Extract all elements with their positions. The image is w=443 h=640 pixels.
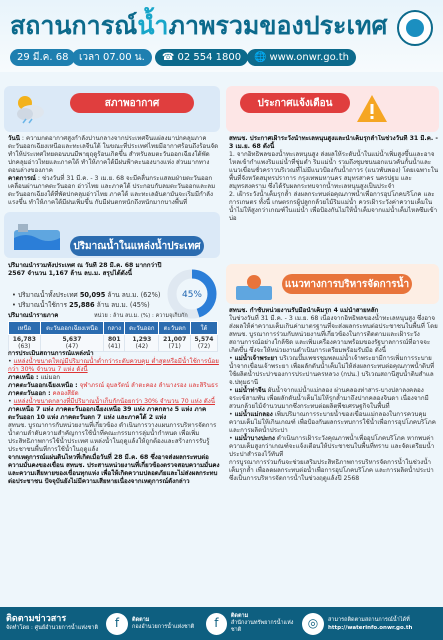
- water-assessment: การประเมินสถานการณ์แหล่งน้ำ • แหล่งน้ำขนาดใหญ่มีปริมาณน้ำต่ำกว่าระดับควบคุม ต่ำสุดหรือมีน้ำใช้การน้อยกว่า 30% จำนวน 7 แห่ง ดังนี้ ภาคเหนือ : แม่มอก ภาคตะวันออกเฉียงเหนือ : จุฬาภรณ์ อุบลรัตน์ ลำตะคอง ลำนางรอง และสิรินธร ภาคตะวันออก : คลองสียัด • แหล่งน้ำขนาดกลางที่มีปริมาณน้ำเก็บกักน้อยกว่า 30% จำนวน 70 แห่ง ดังนี้ ภาคเหนือ 7 แห่ง ภาคตะวันออกเฉียงเหนือ 39 แห่ง ภาคกลาง 5 แห่ง ภาคตะวันออก 10 แห่ง ภาคตะวันตก 7 แห่ง และภาคใต้ 2 แห่ง สทนช. บูรณาการกับหน่วยงานที่เกี่ยวข้อง ดำเนินการวางแผนการบริหารจัดการน้ำตามลำดับความสำคัญการใช้น้ำที่คณะกรรมการลุ่มน้ำกำหนด เพื่อเพิ่มประสิทธิภาพการใช้น้ำประเทศ แหล่งน้ำในฤดูแล้งให้ถูกต้องและสร้างการรับรู้ประชาชนพื้นที่การใช้น้ำในฤดูแล้ง จากเหตุการณ์แผ่นดินไหวที่เกิดเมื่อวันที่ 28 มี.ค. 68 ซึ่งอาจส่งผลกระทบต่อความมั่นคงของเขื่อน สทนช. ประสานหน่วยงานที่เกี่ยวข้องตรวจสอบความมั่นคงและความเสียหายของเขื่อนทุกแห่ง เพื่อให้เกิดความปลอดภัยและไม่ส่งผลกระทบต่อประชาชน ปัจจุบันยังไม่มีความเสียหายเนื่องจากเหตุการณ์ดังกล่าว: [8, 350, 220, 485]
- globe-icon: ◎: [302, 613, 324, 635]
- water-rows: [12, 290, 172, 310]
- footer-dept: ติดตามข่าวสาร จัดทำโดย : ศูนย์อำนวยการน้ำแห่งชาติ: [6, 613, 99, 631]
- weather-heading: สภาพอากาศ: [70, 93, 194, 113]
- header: [0, 0, 443, 72]
- regional-table: [8, 321, 218, 352]
- row-usable: • ปริมาณน้ำใช้การ 25,886 ล้าน ลบ.ม. (45%): [12, 301, 150, 309]
- th-northeast: ตะวันออกเฉียงเหนือ: [40, 322, 104, 335]
- website-link[interactable]: 🌐 www.onwr.go.th: [247, 49, 356, 66]
- mgmt-text: สทนช. กำชับหน่วยงานรับมือน้ำเค็มรุก 4 แม่น้ำสายหลัก ในช่วงวันที่ 31 มี.ค. - 3 เม.ย. 68 เนื่องจากอิทธิพลของน้ำทะเลหนุนสูง ซึ่งอาจส่งผลให้ค่าความเค็มเกินค่ามาตรฐานที่จะส่งผลกระทบต่อประชาชนในพื้นที่ โดย สทนช. บูรณาการร่วมกับหน่วยงานที่เกี่ยวข้องในการติดตามและเฝ้าระวังสถานการณ์อย่างใกล้ชิด และเพิ่มเครื่องความพร้อมของรัฐบาลการณ์ที่อาจจะเกิดขึ้น ซึ่งจะให้หน่วยงานดำเนินการเตรียมพร้อมรับมือ ดังนี้ • แม่น้ำเจ้าพระยา บริเวณปั๊มเพชรชุมพลแม่น้ำเจ้าพระยามีการเพิ่มการระบายน้ำจากเขื่อนเจ้าพระยา เพื่อผลักดันน้ำเค็มไม่ให้ส่งผลกระทบต่อคุณภาพน้ำดิบที่ใช้ผลิตน้ำประปาของการประปานครหลวง (กปน.) บริเวณสถานีสูบน้ำดิบสำแล จ.ปทุมธานี • แม่น้ำท่าจีน ผันน้ำจากแม่น้ำแม่กลอง ผ่านคลองท่าสาร-บางปลาลงคลองจระเข้สามพัน เพื่อผลักดันน้ำเค็มไม่ให้รุกล้ำมาถึงปากคลองจินดา เนื่องจากมีสวนกล้วยไม้จำนวนมากซึ่งกระทบต่อผลิตพืชเศรษฐกิจในพื้นที่ • แม่น้ำแม่กลอง เพิ่มปริมาณการระบายน้ำของเขื่อนแม่กลองในการควบคุมความเค็มไม่ให้เกินเกณฑ์ เพื่อป้องกันผลกระทบการใช้น้ำเพื่อการอุปโภคบริโภคและการผลิตน้ำประปา • แม่น้ำบางปะกง ดำเนินการเฝ้าระวังคุณภาพน้ำเพื่ออุปโภคบริโภค หากพบค่าความเค็มสูงกว่าเกณฑ์จะแจ้งเตือนให้ประชาชนในพื้นที่ทราบ และจัดเตรียมน้ำประปาสำรองไว้ทันที การบูรณาการร่วมกันจะช่วยเสริมประสิทธิภาพการบริหารจัดการน้ำในช่วงน้ำเค็มรุกล้ำ เพื่อลดผลกระทบต่อน้ำเพื่อการอุปโภคบริโภค และการผลิตน้ำประปา ซึ่งเป็นการบริหารจัดการน้ำในช่วงฤดูแล้งปี 2568: [229, 307, 438, 482]
- th-north: เหนือ: [9, 322, 41, 335]
- water-heading: ปริมาณน้ำในแหล่งน้ำประเทศ: [70, 236, 204, 256]
- time-badge: เวลา 07.00 น.: [72, 49, 152, 66]
- donut-label: 45%: [181, 290, 203, 300]
- td-south: 5,574 (72): [191, 335, 218, 352]
- td-northeast: 5,637 (47): [40, 335, 104, 352]
- th-central: กลาง: [104, 322, 125, 335]
- th-south: ใต้: [191, 322, 218, 335]
- weather-text: วันนี้ : ความกดอากาศสูงกำลังปานกลางจากประเทศจีนแผ่ลงมาปกคลุมภาคตะวันออกเฉียงเหนือและทะเลจีนใต้ ในขณะที่ประเทศไทยมีอากาศร้อนถึงร้อนจัด ทำให้ประเทศไทยตอนบนมีพายุฤดูร้อนเกิดขึ้น สำหรับลมตะวันออกเฉียงใต้พัดปกคลุมอ่าวไทยและภาคใต้ ทำให้ภาคใต้มีฝนฟ้าคะนองบางแห่ง ส่วนมากทางตอนล่างของภาค คาดการณ์ : ช่วงวันที่ 31 มี.ค. - 3 เม.ย. 68 จะมีคลื่นกระแสลมฝ่ายตะวันออกเคลื่อนผ่านภาคตะวันออก อ่าวไทย และภาคใต้ ประกอบกับลมตะวันออกและลมตะวันออกเฉียงใต้ที่พัดปกคลุมอ่าวไทย ภาคใต้ และทะเลอันดามันจะเริ่มมีกำลังแรงขึ้น ทำให้ภาคใต้มีฝนเพิ่มขึ้น กับมีฝนตกหนักถึงหนักมากบางพื้นที่: [8, 135, 219, 206]
- facebook-icon: f: [206, 613, 227, 635]
- weather-icon: [12, 92, 46, 124]
- facebook-icon: f: [106, 613, 128, 635]
- th-west: ตะวันตก: [159, 322, 191, 335]
- phone-badge[interactable]: ☎ 02 554 1800: [155, 49, 248, 66]
- water-summary: ปริมาณน้ำรวมทั้งประเทศ ณ วันที่ 28 มี.ค. 68 มากกว่าปี 2567 จำนวน 1,167 ล้าน ลบ.ม. สรุปได้ดังนี้: [8, 262, 162, 277]
- footer-link[interactable]: ◎ สามารถติดตามสถานการณ์น้ำได้ที่ http://waterinfo.onwr.go.th: [302, 611, 440, 636]
- phone-icon: ☎: [162, 52, 175, 63]
- page-title: สถานการณ์น้ำภาพรวมของประเทศ: [10, 11, 388, 40]
- alert-text: สทนช. ประกาศเฝ้าระวังน้ำทะเลหนุนสูงและน้ำเค็มรุกล้ำในช่วงวันที่ 31 มี.ค. - 3 เม.ย. 68 ดังนี้ 1. จากอิทธิพลของน้ำทะเลหนุนสูง ส่งผลให้ระดับน้ำในแม่น้ำเพิ่มสูงขึ้นและอาจไหลเข้ากำแพงริมแม่น้ำที่ชุ่มต่ำ ริมแม่น้ำ รวมถึงชุมชนนอกแนวคันกั้นน้ำและแนวเขื่อนชั่วคราวบริเวณที่ไม่มีแนวป้องกันน้ำถาวร (แนวพันพอง) โดยเฉพาะในพื้นที่จังหวัดสมุทรปราการ กรุงเทพมหานคร สมุทรสาคร นครปฐม และสมุทรสงคราม ซึ่งได้รับผลกระทบจากน้ำทะเลหนุนสูงเป็นประจำ 2. เฝ้าระวังน้ำเค็มรุกล้ำ ส่งผลกระทบต่อคุณภาพน้ำเพื่อการอุปโภคบริโภค และการเกษตร ทั้งนี้ เกษตรกรผู้ปลูกกล้วยไม้ริมแม่น้ำ ควรเฝ้าระวังค่าความเค็มในน้ำไม่ให้สูงกว่าเกณฑ์ในแม่น้ำ เพื่อป้องกันไม่ให้น้ำเค็มจากแม่น้ำเค็มไหลซึมเข้าบ่อ: [229, 135, 439, 222]
- agency-logo: [397, 10, 433, 46]
- table-caption: ปริมาณน้ำรายภาค: [8, 312, 59, 319]
- row-total: • ปริมาณน้ำทั้งประเทศ 50,095 ล้าน ลบ.ม. (62%): [12, 291, 161, 299]
- mgmt-heading: แนวทางการบริหารจัดการน้ำ: [282, 274, 412, 294]
- td-north: 16,783 (63): [9, 335, 41, 352]
- management-icon: [234, 272, 274, 302]
- alert-heading: ประกาศแจ้งเตือน: [240, 93, 350, 113]
- date-badge: 29 มี.ค. 68: [10, 49, 75, 66]
- water-tank-icon: [12, 222, 62, 252]
- table-unit: หน่วย : ล้าน ลบ.ม. (%) : ความจุเก็บกัก: [94, 313, 188, 319]
- td-east: 1,293 (42): [125, 335, 159, 352]
- footer-follow-2[interactable]: f ติดตาม สำนักงานทรัพยากรน้ำแห่งชาติ: [206, 611, 300, 636]
- footer: [0, 607, 443, 640]
- warning-icon: [355, 92, 389, 126]
- th-east: ตะวันออก: [125, 322, 159, 335]
- globe-icon: 🌐: [254, 52, 267, 63]
- footer-follow-1[interactable]: f ติดตาม กองอำนวยการน้ำแห่งชาติ: [106, 611, 206, 636]
- td-west: 21,007 (71): [159, 335, 191, 352]
- td-central: 801 (41): [104, 335, 125, 352]
